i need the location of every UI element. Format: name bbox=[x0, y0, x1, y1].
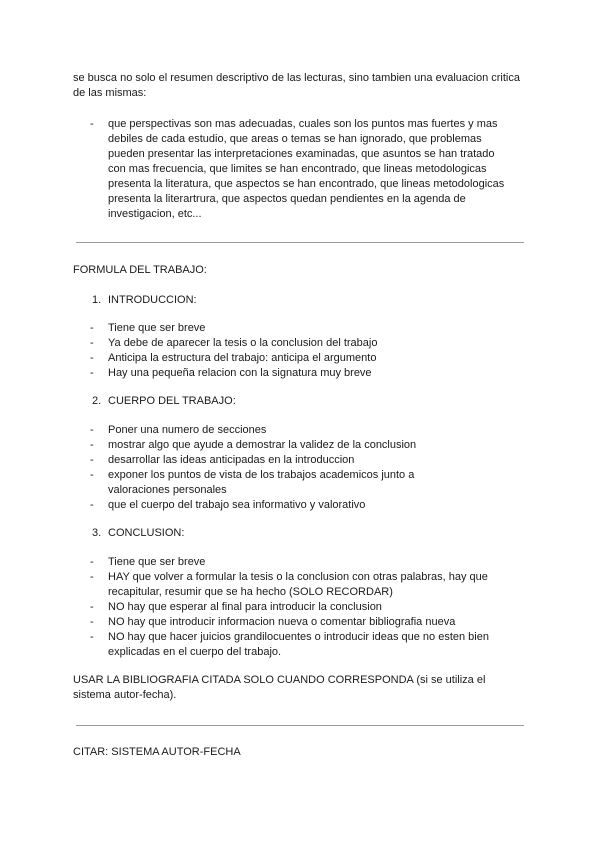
conclusion-list bbox=[90, 555, 498, 660]
introduccion-list bbox=[90, 321, 515, 381]
horizontal-divider bbox=[76, 725, 524, 726]
section-title-conclusion: 3. CONCLUSION: bbox=[92, 527, 185, 539]
list-item: - NO hay que hacer juicios grandilocuentes o introducir ideas que no esten bien explicadas en el cuerpo del trabajo. bbox=[90, 631, 489, 658]
bullet-dash: - bbox=[90, 118, 94, 130]
list-item: - que el cuerpo del trabajo sea informativo y valorativo bbox=[90, 499, 366, 511]
list-item: - NO hay que introducir informacion nueva o comentar bibliografia nueva bbox=[90, 616, 456, 628]
list-item: - NO hay que esperar al final para introducir la conclusion bbox=[90, 601, 382, 613]
section-title-cuerpo: 2. CUERPO DEL TRABAJO: bbox=[92, 395, 236, 407]
list-item: - Anticipa la estructura del trabajo: anticipa el argumento bbox=[90, 352, 377, 364]
list-item: - mostrar algo que ayude a demostrar la validez de la conclusion bbox=[90, 439, 417, 451]
section-title-introduccion: 1. INTRODUCCION: bbox=[92, 294, 197, 306]
bibliography-note: USAR LA BIBLIOGRAFIA CITADA SOLO CUANDO CORRESPONDA (si se utiliza el sistema autor-fecha). bbox=[73, 674, 486, 701]
list-item: - Poner una numero de secciones bbox=[90, 424, 267, 436]
section-heading-citar: CITAR: SISTEMA AUTOR-FECHA bbox=[73, 746, 241, 758]
intro-paragraph: se busca no solo el resumen descriptivo de las lecturas, sino tambien una evaluacion critica de las mismas: bbox=[73, 72, 520, 99]
list-item: - desarrollar las ideas anticipadas en la introduccion bbox=[90, 454, 355, 466]
list-item: - que perspectivas son mas adecuadas, cuales son los puntos mas fuertes y mas debiles de cada estudio, que areas o temas se han ignorado, que problemas pueden presentar las interpretaciones examinadas, que asuntos se han tratado con mas frecuencia, que limites se han encontrado, que lineas metodologicas presenta la literatura, que aspectos se han encontrado, que lineas metodologicas presenta la literartrura, que aspectos quedan pendientes en la agenda de investigacion, etc... bbox=[90, 118, 505, 220]
list-item: - Hay una pequeña relacion con la signatura muy breve bbox=[90, 367, 372, 379]
list-item: - HAY que volver a formular la tesis o la conclusion con otras palabras, hay que recapitular, resumir que se ha hecho (SOLO RECORDAR) bbox=[90, 571, 488, 598]
list-item: - Tiene que ser breve bbox=[90, 322, 206, 334]
intro-bullet-list bbox=[90, 117, 515, 222]
horizontal-divider bbox=[76, 242, 524, 243]
list-item: - Ya debe de aparecer la tesis o la conclusion del trabajo bbox=[90, 337, 378, 349]
list-item: - exponer los puntos de vista de los trabajos academicos junto a valoraciones personales bbox=[90, 469, 415, 496]
section-heading-formula: FORMULA DEL TRABAJO: bbox=[73, 264, 207, 276]
cuerpo-list bbox=[90, 423, 460, 513]
list-item: - Tiene que ser breve bbox=[90, 556, 206, 568]
